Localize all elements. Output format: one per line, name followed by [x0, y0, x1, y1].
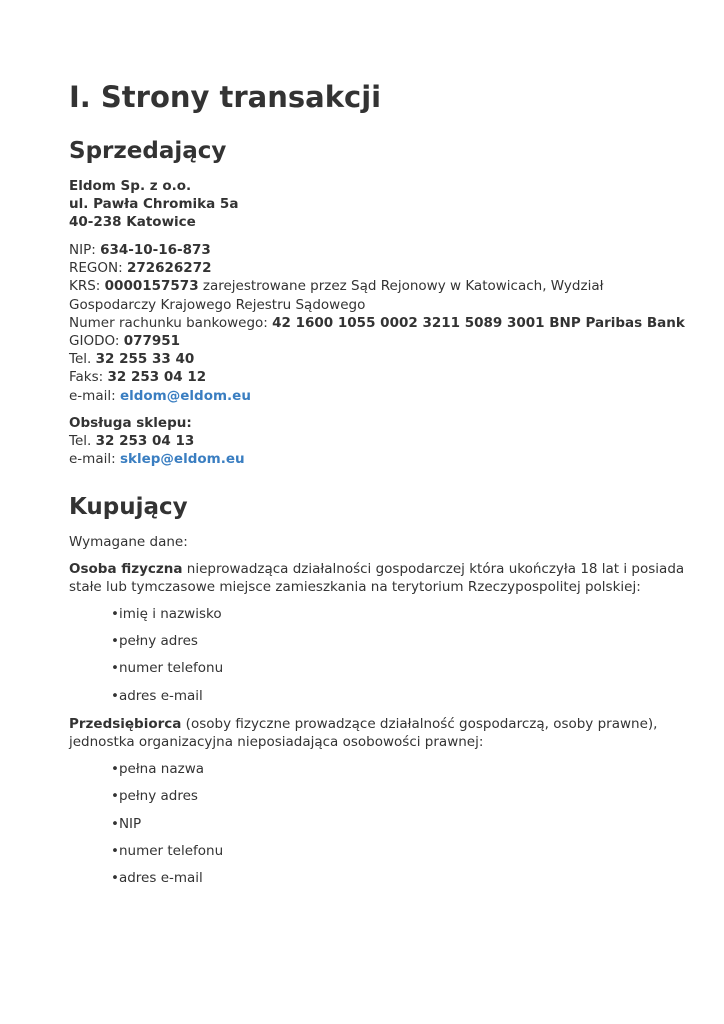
business-bold: Przedsiębiorca: [69, 716, 182, 732]
shop-email-line: [69, 450, 669, 468]
business-paragraph: [69, 715, 669, 751]
list-item: •adres e-mail: [111, 870, 203, 886]
tel-label: Tel.: [69, 351, 96, 368]
person-bold: Osoba fizyczna: [69, 561, 183, 577]
shop-heading: Obsługa sklepu:: [69, 415, 192, 431]
krs-value: 0000157573: [104, 278, 199, 295]
krs-line: [69, 277, 669, 295]
giodo-value: 077951: [123, 332, 181, 349]
tel-value: 32 255 33 40: [95, 351, 195, 368]
shop-email-label: e-mail:: [69, 451, 120, 468]
giodo-label: GIODO:: [69, 332, 124, 349]
shop-service: [69, 414, 669, 469]
nip-line: [69, 241, 669, 259]
account-label: Numer rachunku bankowego:: [69, 314, 273, 331]
account-value: 42 1600 1055 0002 3211 5089 3001 BNP Paribas Bank: [272, 314, 685, 331]
list-item: •pełny adres: [111, 633, 198, 649]
giodo-line: [69, 332, 669, 350]
business-line-2: jednostka organizacyjna nieposiadająca osobowości prawnej:: [69, 734, 484, 751]
fax-label: Faks:: [69, 369, 108, 386]
nip-label: NIP:: [69, 242, 101, 258]
account-line: [69, 314, 685, 332]
list-item: •pełny adres: [111, 788, 198, 804]
person-line-2: stałe lub tymczasowe miejsce zamieszkania na terytorium Rzeczypospolitej polskiej:: [69, 579, 641, 596]
seller-address: [69, 177, 669, 232]
nip-value: 634-10-16-873: [100, 242, 211, 258]
fax-value: 32 253 04 12: [107, 369, 207, 386]
required-data-label: Wymagane dane:: [69, 534, 188, 550]
email-line: [69, 387, 669, 405]
tel-line: [69, 350, 669, 368]
krs-text: zarejestrowane przez Sąd Rejonowy w Katowicach, Wydział: [198, 278, 604, 295]
seller-details: [69, 241, 685, 405]
email-label: e-mail:: [69, 387, 120, 404]
seller-city: 40-238 Katowice: [69, 214, 196, 231]
regon-label: REGON:: [69, 260, 127, 277]
shop-email-link[interactable]: sklep@eldom.eu: [119, 451, 245, 468]
seller-street: ul. Pawła Chromika 5a: [69, 196, 239, 213]
email-link[interactable]: eldom@eldom.eu: [119, 387, 251, 404]
person-paragraph: [69, 560, 685, 596]
shop-tel-line: [69, 432, 669, 450]
seller-company: Eldom Sp. z o.o.: [69, 178, 192, 194]
list-item: •adres e-mail: [111, 688, 203, 704]
shop-tel-value: 32 253 04 13: [95, 433, 195, 450]
fax-line: [69, 368, 669, 386]
business-line-1: [69, 715, 669, 733]
buyer-heading: Kupujący: [69, 494, 188, 520]
krs-label: KRS:: [69, 278, 105, 295]
list-item: •NIP: [111, 816, 142, 832]
seller-heading: Sprzedający: [69, 138, 227, 164]
list-item: •numer telefonu: [111, 660, 224, 676]
list-item: •numer telefonu: [111, 843, 224, 859]
regon-value: 272626272: [126, 260, 212, 277]
list-item: •imię i nazwisko: [111, 606, 222, 622]
shop-tel-label: Tel.: [69, 433, 96, 450]
business-text: (osoby fizyczne prowadzące działalność gospodarczą, osoby prawne),: [181, 716, 658, 732]
person-line-1: [69, 560, 685, 578]
person-text: nieprowadząca działalności gospodarczej która ukończyła 18 lat i posiada: [182, 561, 685, 577]
regon-line: [69, 259, 669, 277]
list-item: •pełna nazwa: [111, 761, 205, 777]
krs-line-2: Gospodarczy Krajowego Rejestru Sądowego: [69, 296, 366, 313]
page-title: I. Strony transakcji: [69, 80, 382, 114]
